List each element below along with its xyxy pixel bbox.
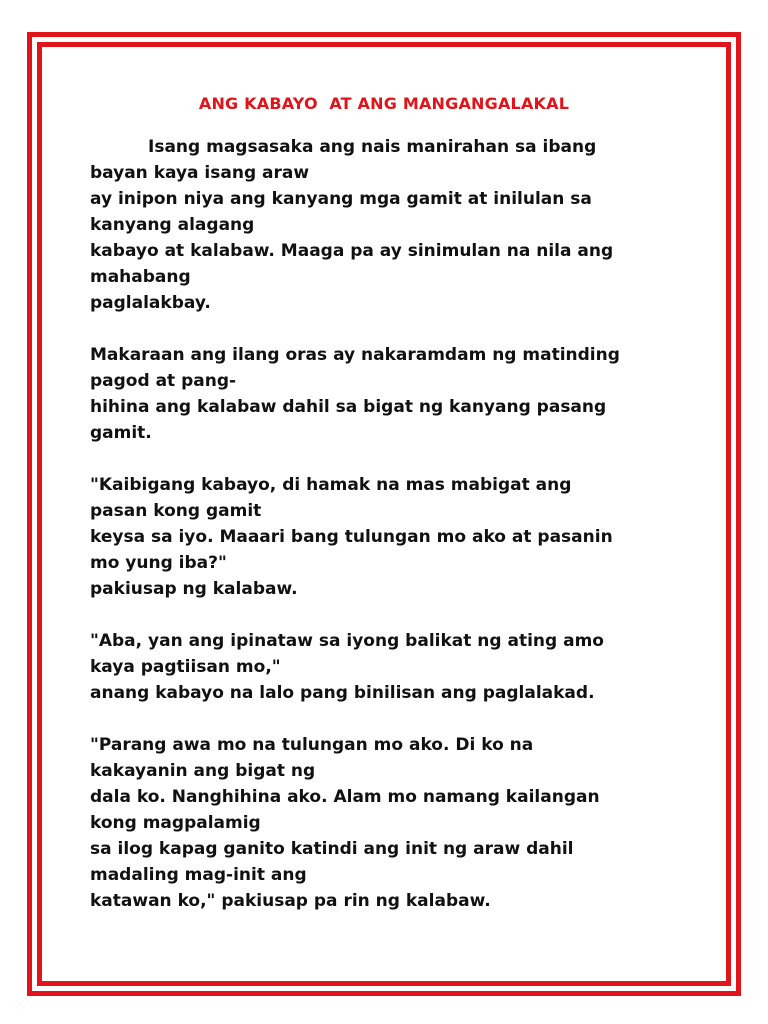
text-line: gamit.: [90, 423, 152, 443]
text-line: mo yung iba?": [90, 553, 227, 573]
story-body: [90, 134, 690, 914]
text-line: paglalakbay.: [90, 293, 211, 313]
text-line: "Kaibigang kabayo, di hamak na mas mabigat ang: [90, 475, 572, 495]
paragraph-1: [90, 134, 690, 316]
text-line: ay inipon niya ang kanyang mga gamit at inilulan sa: [90, 189, 592, 209]
text-line: dala ko. Nanghihina ako. Alam mo namang kailangan: [90, 787, 600, 807]
text-line: "Aba, yan ang ipinataw sa iyong balikat ng ating amo: [90, 631, 604, 651]
text-line: kaya pagtiisan mo,": [90, 657, 281, 677]
paragraph-3: [90, 472, 690, 602]
text-line: kabayo at kalabaw. Maaga pa ay sinimulan na nila ang: [90, 241, 614, 261]
text-line: pasan kong gamit: [90, 501, 262, 521]
text-line: keysa sa iyo. Maaari bang tulungan mo ako at pasanin: [90, 527, 613, 547]
text-line: katawan ko," pakiusap pa rin ng kalabaw.: [90, 891, 491, 911]
text-line: hihina ang kalabaw dahil sa bigat ng kanyang pasang: [90, 397, 607, 417]
story-title: ANG KABAYO AT ANG MANGANGALAKAL: [198, 94, 570, 113]
text-line: "Parang awa mo na tulungan mo ako. Di ko na: [90, 735, 534, 755]
text-line: pagod at pang-: [90, 371, 237, 391]
text-line: madaling mag-init ang: [90, 865, 307, 885]
paragraph-4: [90, 628, 690, 706]
text-line: mahabang: [90, 267, 191, 287]
text-line: Isang magsasaka ang nais manirahan sa ibang: [148, 137, 597, 157]
text-line: kong magpalamig: [90, 813, 261, 833]
paragraph-5: [90, 732, 690, 914]
text-line: sa ilog kapag ganito katindi ang init ng araw dahil: [90, 839, 574, 859]
text-line: Makaraan ang ilang oras ay nakaramdam ng matinding: [90, 345, 620, 365]
text-line: kakayanin ang bigat ng: [90, 761, 316, 781]
text-line: anang kabayo na lalo pang binilisan ang paglalakad.: [90, 683, 595, 703]
text-line: pakiusap ng kalabaw.: [90, 579, 298, 599]
paragraph-2: [90, 342, 690, 446]
text-line: kanyang alagang: [90, 215, 255, 235]
text-line: bayan kaya isang araw: [90, 163, 310, 183]
